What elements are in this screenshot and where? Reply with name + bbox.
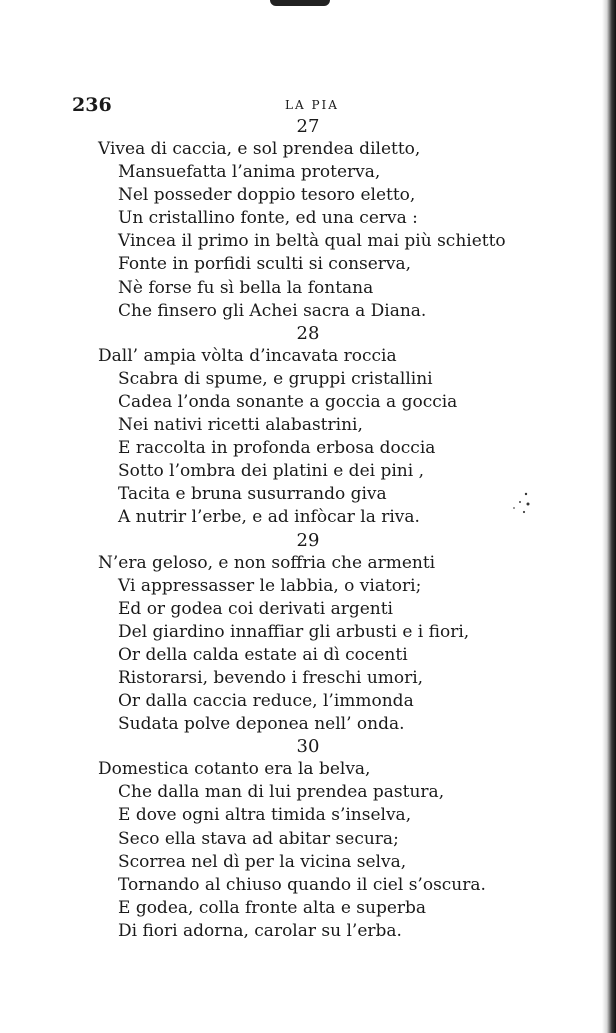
- stanza-number: 28: [296, 322, 320, 344]
- stanza-number: 30: [296, 736, 320, 758]
- stanza: [98, 323, 558, 530]
- verse-line: Che dalla man di lui prendea pastura,: [118, 782, 445, 803]
- verse-line: Sudata polve deponea nell’ onda.: [118, 714, 405, 735]
- stanza-number: 27: [296, 116, 320, 137]
- verse-line: Ed or godea coi derivati argenti: [118, 598, 393, 619]
- verse-line: E dove ogni altra timida s’inselva,: [118, 805, 412, 826]
- verse-line: Vincea il primo in beltà qual mai più schietto: [118, 231, 506, 252]
- verse-line: Che finsero gli Achei sacra a Diana.: [118, 300, 427, 321]
- verse-line: Del giardino innaffiar gli arbusti e i fiori,: [118, 621, 470, 642]
- verse-line: Vi appressasser le labbia, o viatori;: [118, 575, 422, 596]
- verse-line: Un cristallino fonte, ed una cerva :: [118, 208, 418, 229]
- stanza: [98, 116, 558, 323]
- verse-line: A nutrir l’erbe, e ad infòcar la riva.: [118, 507, 420, 528]
- ink-smudge: [270, 0, 330, 6]
- verse-line: Sotto l’ombra dei platini e dei pini ,: [118, 461, 424, 482]
- verse-line: Or dalla caccia reduce, l’immonda: [118, 691, 414, 712]
- verse-line: Seco ella stava ad abitar secura;: [118, 828, 399, 849]
- verse-line: Nei nativi ricetti alabastrini,: [118, 415, 363, 436]
- verse-line: Tacita e bruna susurrando giva: [118, 484, 387, 505]
- running-head: LA PIA: [285, 98, 339, 112]
- verse-line: E godea, colla fronte alta e superba: [118, 897, 427, 918]
- stanza: [98, 736, 558, 943]
- verse-line: Nel posseder doppio tesoro eletto,: [118, 185, 416, 206]
- verse-line: Cadea l’onda sonante a goccia a goccia: [118, 391, 458, 412]
- binding-gutter: [602, 0, 616, 1033]
- stanza-number: 29: [296, 529, 320, 551]
- page-number: 236: [72, 94, 112, 116]
- verse-line: Tornando al chiuso quando il ciel s’oscura.: [118, 874, 486, 895]
- verse-line: Mansuefatta l’anima proterva,: [118, 162, 381, 183]
- verse-line: Nè forse fu sì bella la fontana: [118, 277, 374, 298]
- stanza: [98, 530, 558, 737]
- verse-line: Domestica cotanto era la belva,: [98, 759, 371, 780]
- verse-line: Or della calda estate ai dì cocenti: [118, 644, 408, 665]
- verse-line: Scabra di spume, e gruppi cristallini: [118, 368, 433, 389]
- verse-line: Ristorarsi, bevendo i freschi umori,: [118, 667, 424, 688]
- ink-speck: [508, 488, 538, 518]
- verse-line: Fonte in porfidi sculti si conserva,: [118, 254, 412, 275]
- verse-line: Scorrea nel dì per la vicina selva,: [118, 851, 407, 872]
- verse-line: Dall’ ampia vòlta d’incavata roccia: [98, 345, 397, 366]
- verse-line: N’era geloso, e non soffria che armenti: [98, 552, 436, 573]
- page-header: [72, 94, 552, 118]
- verse-line: Vivea di caccia, e sol prendea diletto,: [98, 139, 421, 159]
- verse-line: Di fiori adorna, carolar su l’erba.: [118, 920, 402, 941]
- verse-line: E raccolta in profonda erbosa doccia: [118, 438, 436, 459]
- poem-text: [98, 116, 558, 943]
